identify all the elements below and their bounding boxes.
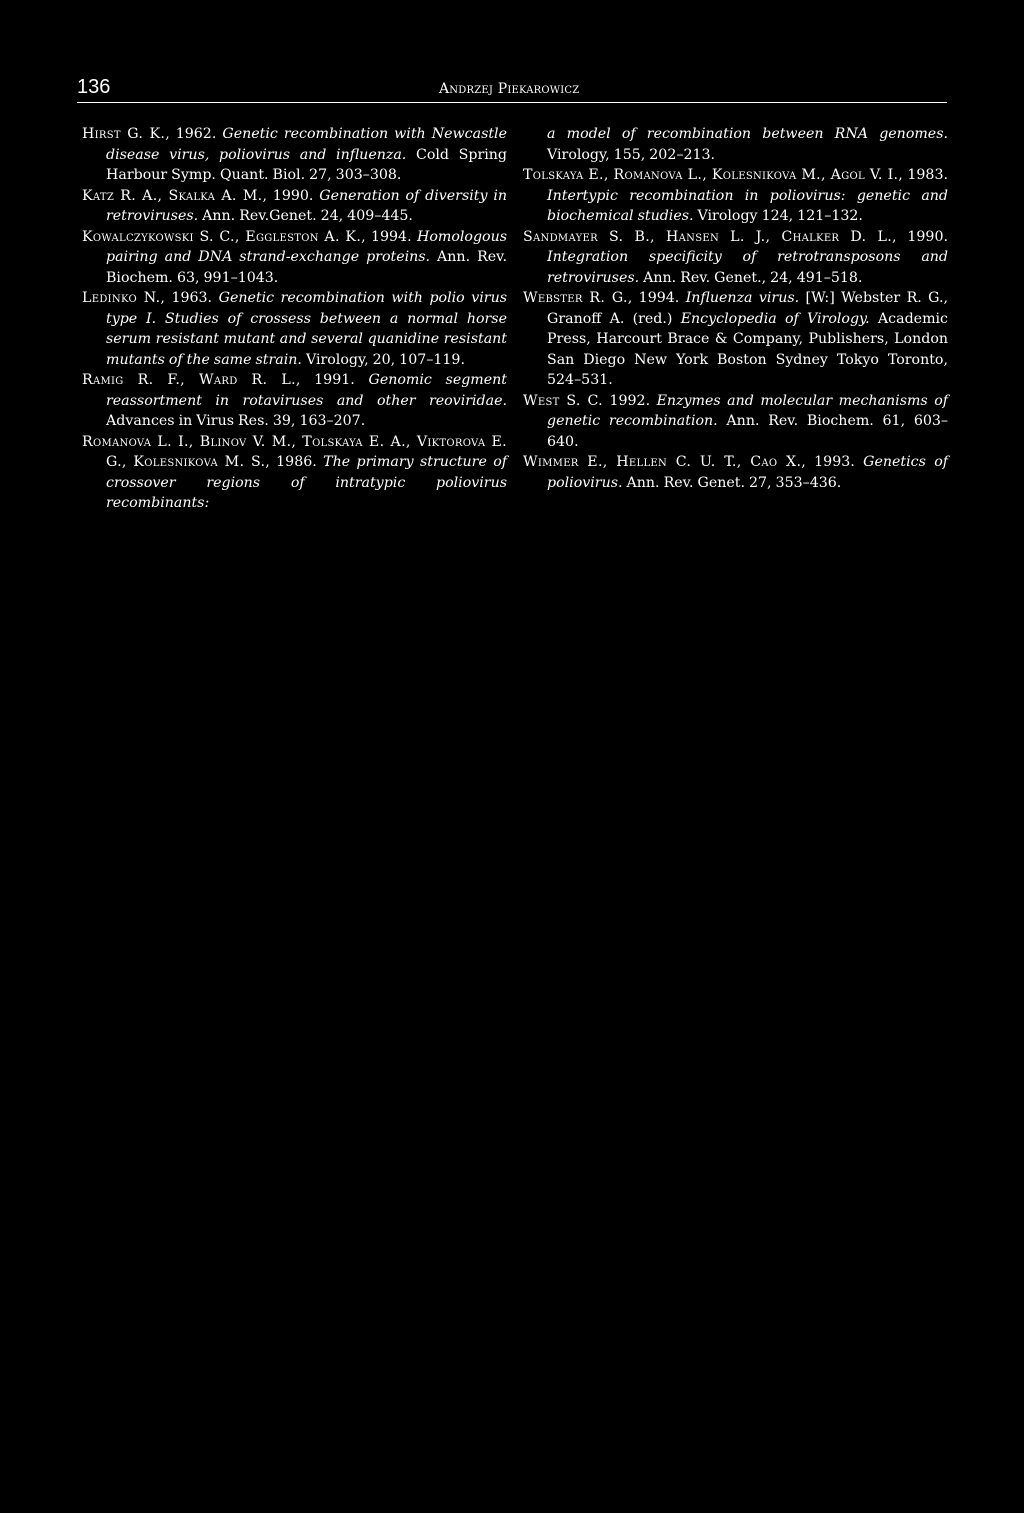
reference-entry xyxy=(523,165,948,227)
reference-year: , 1983. xyxy=(898,167,948,183)
reference-source: Advances in Virus Res. 39, 163–207. xyxy=(106,413,366,429)
reference-source: Virology, 155, 202–213. xyxy=(547,146,716,163)
running-head: Andrzej Piekarowicz xyxy=(439,81,580,97)
reference-authors: Hirst G. K. xyxy=(82,126,166,142)
reference-source: Ann. Rev.Genet. 24, 409–445. xyxy=(198,208,413,224)
reference-source: Ann. Rev. Genet. 27, 353–436. xyxy=(622,474,842,491)
reference-year: , 1990. xyxy=(892,228,948,245)
reference-source: Ann. Rev. Genet., 24, 491–518. xyxy=(639,269,863,286)
reference-year: , 1994. xyxy=(627,290,686,306)
reference-title: Genetic recombination with Newcastle disease virus, poliovirus and influenza. xyxy=(106,126,507,163)
reference-publisher: Academic Press, Harcourt Brace & Company, Publishers, London San Diego New York Boston Sydney Tokyo Toronto, 524–531. xyxy=(547,310,949,388)
reference-source: Ann. Rev. Biochem. 61, 603–640. xyxy=(547,413,949,450)
reference-title: Influenza virus. xyxy=(685,290,800,306)
reference-source: [W:] Webster R. G., Granoff A. (red.) xyxy=(547,290,948,327)
reference-authors: Webster R. G. xyxy=(523,290,628,306)
reference-authors: West S. C. xyxy=(523,392,603,409)
reference-entry xyxy=(523,227,948,289)
reference-year: , 1990. xyxy=(262,187,320,204)
reference-source: Virology, 20, 107–119. xyxy=(301,351,465,368)
reference-authors: Romanova L. I., Blinov V. M., Tolskaya E. A., Viktorova E. G., Kolesnikova M. S. xyxy=(82,433,507,470)
reference-title: The primary structure of crossover regions of intratypic poliovirus recombinants: xyxy=(106,454,507,511)
reference-title: Genetics of poliovirus. xyxy=(547,454,949,491)
reference-entry xyxy=(82,370,507,432)
reference-authors: Kowalczykowski S. C., Eggleston A. K. xyxy=(82,228,362,245)
page-header xyxy=(77,72,947,103)
reference-continuation xyxy=(523,124,948,165)
reference-source: Virology 124, 121–132. xyxy=(693,208,863,224)
reference-entry xyxy=(82,432,507,514)
reference-entry xyxy=(523,288,948,391)
reference-title: Integration specificity of retrotransposons and retroviruses. xyxy=(547,249,948,286)
page-number: 136 xyxy=(77,76,111,98)
reference-entry xyxy=(82,124,507,186)
reference-authors: Sandmayer S. B., Hansen L. J., Chalker D. L. xyxy=(523,228,893,245)
reference-authors: Wimmer E., Hellen C. U. T., Cao X. xyxy=(523,454,802,470)
reference-entry xyxy=(523,391,948,453)
reference-authors: Ledinko N. xyxy=(82,290,161,306)
reference-source: Ann. Rev. Biochem. 63, 991–1043. xyxy=(106,249,507,286)
reference-year: , 1963. xyxy=(160,290,219,306)
reference-entry xyxy=(82,288,507,370)
reference-year: , 1991. xyxy=(295,372,369,388)
reference-year: , 1986. xyxy=(265,454,324,470)
reference-year: 1992. xyxy=(602,392,657,409)
reference-title: a model of recombination between RNA genomes. xyxy=(547,126,948,142)
reference-year: , 1994. xyxy=(361,228,417,245)
reference-title: Genomic segment reassortment in rotaviruses and other reoviridae. xyxy=(106,372,507,409)
reference-source: Cold Spring Harbour Symp. Quant. Biol. 27, 303–308. xyxy=(106,146,507,183)
reference-book-title: Encyclopedia of Virology. xyxy=(680,310,870,327)
reference-authors: Katz R. A., Skalka A. M. xyxy=(82,187,263,204)
reference-title: Intertypic recombination in poliovirus: genetic and biochemical studies. xyxy=(547,187,948,224)
left-column xyxy=(82,124,507,514)
reference-entry xyxy=(523,452,948,493)
reference-title: Enzymes and molecular mechanisms of genetic recombination. xyxy=(547,392,948,429)
reference-entry xyxy=(82,186,507,227)
reference-authors: Ramig R. F., Ward R. L. xyxy=(82,372,296,388)
reference-title: Homologous pairing and DNA strand-exchange proteins. xyxy=(106,228,507,265)
reference-entry xyxy=(82,227,507,289)
reference-title: Genetic recombination with polio virus type I. Studies of crossess between a normal horse serum resistant mutant and several quanidine resistant mutants of the same strain. xyxy=(106,290,507,368)
right-column xyxy=(523,124,948,493)
reference-title: Generation of diversity in retroviruses. xyxy=(106,187,507,224)
reference-authors: Tolskaya E., Romanova L., Kolesnikova M., Agol V. I. xyxy=(523,167,899,183)
reference-year: , 1962. xyxy=(165,126,223,142)
reference-year: , 1993. xyxy=(801,454,864,470)
